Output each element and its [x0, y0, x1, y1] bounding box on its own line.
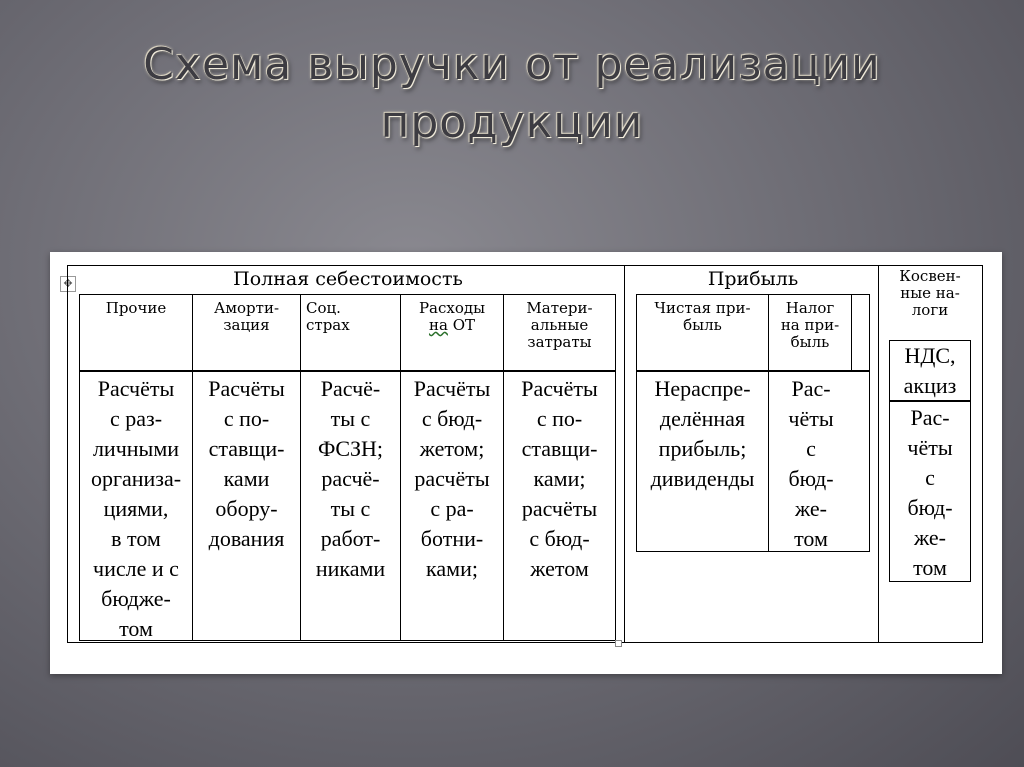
group-full-cost: Полная себестоимость — [233, 268, 463, 290]
col-divider — [851, 294, 852, 370]
cell-materials: Расчёты с по- ставщи- ками; расчёты с бюд- жетом — [521, 376, 598, 581]
cell-profit-tax: Рас- чёты с бюд- же- том — [788, 376, 834, 551]
cell-labor-costs: Расчёты с бюд- жетом; расчёты с ра- ботни- ками; — [413, 376, 491, 581]
col-header-materials: Матери- альные затраты — [526, 299, 593, 351]
col-header-labor-suffix: ОТ — [447, 316, 476, 334]
cell-other: Расчёты с раз- личными организа- циями, в том числе и с бюдже- том — [90, 376, 182, 641]
profit-header-divider — [636, 370, 870, 372]
cell-net-profit: Нераспре- делённая прибыль; дивиденды — [650, 376, 755, 491]
col-header-profit-tax: Налог на при- быль — [780, 299, 840, 351]
col-header-social-insurance: Соц. страх — [306, 299, 350, 334]
col-header-labor-wavy: на — [428, 316, 448, 334]
slide-title: Схема выручки от реализации продукции — [143, 39, 881, 148]
table-resize-handle[interactable] — [615, 640, 622, 647]
col-header-net-profit: Чистая при- быль — [654, 299, 751, 334]
group-profit: Прибыль — [707, 268, 799, 290]
col-header-labor-costs — [401, 300, 503, 334]
group-indirect-taxes: Косвен- ные на- логи — [899, 267, 961, 319]
col-header-depreciation: Аморти- зация — [213, 299, 280, 334]
col-header-vat-excise: НДС, акциз — [903, 343, 957, 398]
divider-indirect — [878, 265, 879, 643]
cell-vat-excise: Рас- чёты с бюд- же- том — [907, 405, 953, 580]
col-header-other: Прочие — [105, 299, 167, 317]
move-handle-icon[interactable]: ✥ — [60, 276, 76, 292]
cell-depreciation: Расчёты с по- ставщи- ками обору- дования — [208, 376, 285, 551]
cell-social-insurance: Расчё- ты с ФСЗН; расчё- ты с работ- никами — [315, 376, 386, 581]
full-cost-header-divider — [79, 370, 616, 372]
col-header-labor-prefix: Расходы — [418, 299, 486, 317]
divider-profit — [624, 265, 625, 643]
